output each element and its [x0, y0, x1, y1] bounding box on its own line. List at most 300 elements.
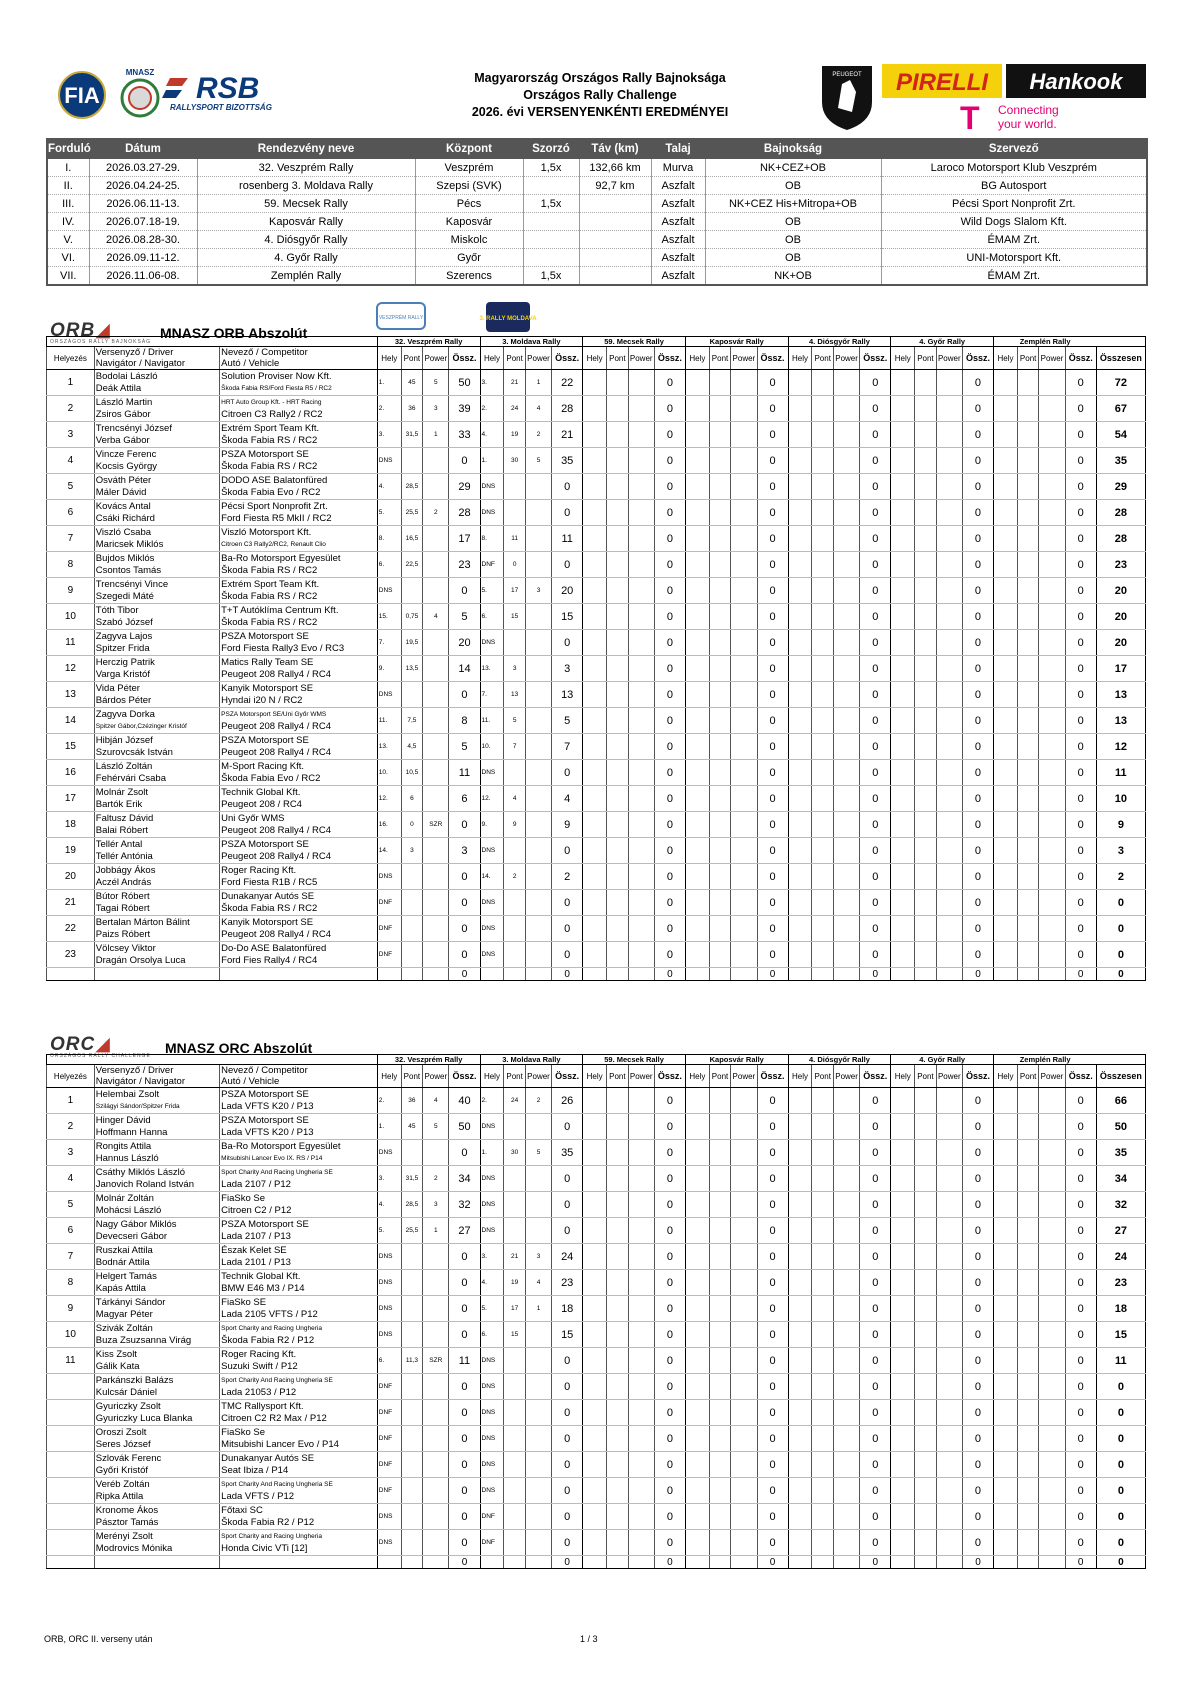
result-points — [915, 1140, 936, 1166]
total-points: 15 — [1096, 1322, 1145, 1348]
result-sum: 0 — [860, 578, 891, 604]
result-sum: 0 — [1065, 916, 1096, 942]
result-place — [891, 1244, 915, 1270]
result-power: 5 — [423, 370, 449, 396]
result-sum: 0 — [654, 1140, 685, 1166]
summary-cell — [504, 968, 525, 981]
vehicle-name: Lada VFTS / P12 — [221, 1490, 295, 1502]
result-power — [1039, 942, 1065, 968]
entry-cell — [220, 734, 378, 760]
result-power — [525, 1452, 551, 1478]
driver-name: Szivák Zoltán — [95, 1323, 153, 1334]
position — [47, 1374, 95, 1400]
result-power — [628, 474, 654, 500]
navigator-name: Dragán Orsolya Luca — [95, 954, 186, 966]
entrant-name: Kanyik Motorsport SE — [221, 917, 314, 928]
result-power — [833, 1426, 859, 1452]
summary-cell: 0 — [962, 1556, 993, 1569]
result-points: 0 — [401, 812, 422, 838]
result-sum: 0 — [962, 1478, 993, 1504]
vehicle-name: Peugeot 208 Rally4 / RC4 — [221, 850, 331, 862]
result-place: DNF — [480, 1504, 504, 1530]
result-place — [685, 1244, 709, 1270]
vehicle-name: Lada 2105 VFTS / P12 — [221, 1308, 318, 1320]
result-power — [731, 1114, 757, 1140]
schedule-cell: Pécs — [415, 195, 523, 213]
orc-results-table — [46, 1054, 1146, 1569]
summary-total: 0 — [1096, 968, 1145, 981]
summary-cell — [628, 1556, 654, 1569]
position — [47, 1478, 95, 1504]
driver-name: Nagy Gábor Miklós — [95, 1219, 177, 1230]
position: 7 — [47, 1244, 95, 1270]
result-sum: 0 — [654, 812, 685, 838]
result-sum: 0 — [1065, 734, 1096, 760]
result-points — [504, 630, 525, 656]
result-sum: 0 — [1065, 1452, 1096, 1478]
result-place — [788, 526, 812, 552]
result-sum: 9 — [552, 812, 583, 838]
result-points — [1017, 916, 1038, 942]
entry-cell — [220, 474, 378, 500]
result-power — [936, 1192, 962, 1218]
col-power: Power — [936, 1065, 962, 1088]
result-place — [891, 1400, 915, 1426]
result-sum: 0 — [757, 1166, 788, 1192]
result-sum: 0 — [449, 1452, 480, 1478]
result-place — [685, 682, 709, 708]
result-place — [891, 604, 915, 630]
result-sum: 0 — [860, 734, 891, 760]
round-header: 32. Veszprém Rally — [377, 1055, 480, 1065]
result-place — [891, 474, 915, 500]
summary-cell — [788, 1556, 812, 1569]
result-power — [936, 1426, 962, 1452]
result-points — [709, 1140, 730, 1166]
result-sum: 0 — [654, 760, 685, 786]
vehicle-name: Škoda Fabia RS / RC2 — [221, 590, 318, 602]
schedule-cell: I. — [47, 159, 89, 177]
crew-cell — [94, 526, 219, 552]
result-sum: 0 — [1065, 1530, 1096, 1556]
entry-cell — [220, 500, 378, 526]
col-pont: Pont — [1017, 347, 1038, 370]
navigator-name: Zsiros Gábor — [95, 408, 151, 420]
result-power — [731, 1166, 757, 1192]
vehicle-name: Škoda Fabia RS / RC2 — [221, 616, 318, 628]
result-place — [891, 864, 915, 890]
result-points — [1017, 1270, 1038, 1296]
result-sum: 0 — [449, 942, 480, 968]
col-power: Power — [731, 1065, 757, 1088]
entrant-name: Uni Győr WMS — [221, 813, 285, 824]
result-points — [401, 1374, 422, 1400]
result-points — [915, 656, 936, 682]
position: 10 — [47, 1322, 95, 1348]
schedule-cell: Aszfalt — [651, 267, 705, 286]
round-header: 4. Győr Rally — [891, 1055, 994, 1065]
result-place — [788, 864, 812, 890]
result-sum: 0 — [654, 1426, 685, 1452]
result-row — [47, 942, 1146, 968]
result-points — [812, 890, 833, 916]
result-sum: 0 — [860, 864, 891, 890]
result-place — [994, 812, 1018, 838]
result-points — [607, 942, 628, 968]
result-power — [936, 1322, 962, 1348]
result-power — [628, 942, 654, 968]
result-points — [709, 812, 730, 838]
result-points: 15 — [504, 1322, 525, 1348]
result-points — [1017, 1140, 1038, 1166]
schedule-cell: 32. Veszprém Rally — [197, 159, 415, 177]
result-sum: 0 — [757, 474, 788, 500]
summary-cell — [833, 1556, 859, 1569]
schedule-cell — [523, 177, 579, 195]
result-sum: 0 — [654, 734, 685, 760]
schedule-row — [47, 267, 1147, 286]
schedule-cell: III. — [47, 195, 89, 213]
result-place — [994, 942, 1018, 968]
summary-cell — [480, 1556, 504, 1569]
result-place — [685, 1348, 709, 1374]
svg-text:FIA: FIA — [64, 83, 100, 108]
result-points — [709, 370, 730, 396]
result-sum: 26 — [552, 1088, 583, 1114]
result-sum: 0 — [1065, 1270, 1096, 1296]
crew-cell — [94, 786, 219, 812]
result-place — [994, 500, 1018, 526]
result-points — [812, 396, 833, 422]
driver-name: Molnár Zoltán — [95, 1193, 154, 1204]
result-sum: 0 — [1065, 1400, 1096, 1426]
summary-cell — [525, 1556, 551, 1569]
svg-text:3. RALLY MOLDAVA: 3. RALLY MOLDAVA — [479, 316, 537, 322]
result-sum: 0 — [1065, 1296, 1096, 1322]
result-points — [915, 734, 936, 760]
result-sum: 0 — [654, 1270, 685, 1296]
result-power — [628, 890, 654, 916]
result-row — [47, 604, 1146, 630]
total-points: 0 — [1096, 916, 1145, 942]
result-power — [525, 1530, 551, 1556]
result-power — [731, 734, 757, 760]
result-place — [891, 1322, 915, 1348]
entry-cell — [220, 786, 378, 812]
driver-name: Vincze Ferenc — [95, 449, 157, 460]
result-place: DNF — [377, 1400, 401, 1426]
result-power — [423, 1296, 449, 1322]
position: 1 — [47, 370, 95, 396]
position: 5 — [47, 1192, 95, 1218]
col-hely: Hely — [788, 347, 812, 370]
entrant-name: Matics Rally Team SE — [221, 657, 314, 668]
result-sum: 0 — [1065, 656, 1096, 682]
crew-cell — [94, 1140, 219, 1166]
summary-cell: 0 — [962, 968, 993, 981]
result-points — [812, 1348, 833, 1374]
orc-logo-sub: ORSZÁGOS RALLY CHALLENGE — [50, 1053, 151, 1059]
entrant-name: Sport Charity And Racing Ungheria SE — [221, 1169, 333, 1176]
result-place: DNF — [377, 1452, 401, 1478]
result-power — [1039, 864, 1065, 890]
result-points — [504, 1374, 525, 1400]
svg-text:T: T — [960, 100, 980, 136]
entrant-name: PSZA Motorsport SE — [221, 839, 309, 850]
result-sum: 32 — [449, 1192, 480, 1218]
vehicle-name: Ford Fiesta Rally3 Evo / RC3 — [221, 642, 345, 654]
result-sum: 0 — [654, 1322, 685, 1348]
result-power — [628, 656, 654, 682]
result-sum: 0 — [757, 864, 788, 890]
crew-cell — [94, 708, 219, 734]
result-points — [607, 1400, 628, 1426]
crew-cell — [94, 604, 219, 630]
result-points — [915, 1400, 936, 1426]
result-sum: 0 — [1065, 552, 1096, 578]
result-points — [1017, 1374, 1038, 1400]
summary-blank — [47, 1556, 95, 1569]
col-pont: Pont — [812, 1065, 833, 1088]
result-power — [936, 500, 962, 526]
result-points — [812, 1192, 833, 1218]
result-place: 5. — [377, 1218, 401, 1244]
driver-name: Zagyva Dorka — [95, 709, 155, 720]
col-hely: Hely — [480, 1065, 504, 1088]
result-sum: 0 — [757, 1504, 788, 1530]
col-vehicle: Autó / Vehicle — [221, 358, 280, 369]
result-points: 19,5 — [401, 630, 422, 656]
result-sum: 4 — [552, 786, 583, 812]
result-power: 4 — [423, 1088, 449, 1114]
position: 3 — [47, 1140, 95, 1166]
result-place: 13. — [377, 734, 401, 760]
result-row — [47, 578, 1146, 604]
col-ossz: Össz. — [449, 1065, 480, 1088]
result-points — [812, 1530, 833, 1556]
result-power — [936, 760, 962, 786]
driver-name: Helgert Tamás — [95, 1271, 157, 1282]
result-place: DNS — [480, 1478, 504, 1504]
result-power — [833, 760, 859, 786]
total-points: 28 — [1096, 500, 1145, 526]
result-sum: 0 — [449, 1296, 480, 1322]
result-power — [525, 1192, 551, 1218]
entry-cell — [220, 396, 378, 422]
result-sum: 0 — [1065, 422, 1096, 448]
crew-cell — [94, 812, 219, 838]
result-sum: 0 — [1065, 1426, 1096, 1452]
result-power — [936, 1244, 962, 1270]
driver-name: Bodolai László — [95, 371, 158, 382]
result-place — [583, 1114, 607, 1140]
result-sum: 0 — [757, 682, 788, 708]
position: 4 — [47, 448, 95, 474]
vehicle-name: Lada VFTS K20 / P13 — [221, 1100, 314, 1112]
schedule-cell: 1,5x — [523, 195, 579, 213]
schedule-cell: Szepsi (SVK) — [415, 177, 523, 195]
result-sum: 0 — [962, 1504, 993, 1530]
result-power — [1039, 422, 1065, 448]
result-points — [812, 1374, 833, 1400]
result-points — [607, 1114, 628, 1140]
result-place — [891, 1478, 915, 1504]
result-power — [936, 1348, 962, 1374]
result-row — [47, 552, 1146, 578]
result-place — [994, 1244, 1018, 1270]
navigator-name: Mohácsi László — [95, 1204, 162, 1216]
result-sum: 0 — [860, 1400, 891, 1426]
schedule-cell: UNI-Motorsport Kft. — [881, 249, 1147, 267]
schedule-cell: Szerencs — [415, 267, 523, 286]
result-sum: 50 — [449, 370, 480, 396]
result-power — [525, 1374, 551, 1400]
driver-name: Hibján József — [95, 735, 153, 746]
result-power — [936, 1478, 962, 1504]
peugeot-logo — [818, 62, 876, 132]
result-place — [994, 1192, 1018, 1218]
result-power — [423, 1452, 449, 1478]
summary-cell: 0 — [1065, 1556, 1096, 1569]
result-power — [1039, 448, 1065, 474]
result-power — [628, 1088, 654, 1114]
result-place: DNS — [480, 760, 504, 786]
result-place — [994, 760, 1018, 786]
result-sum: 0 — [757, 786, 788, 812]
result-sum: 0 — [552, 474, 583, 500]
result-sum: 0 — [654, 1218, 685, 1244]
result-power — [628, 448, 654, 474]
driver-name: Rongits Attila — [95, 1141, 152, 1152]
crew-cell — [94, 448, 219, 474]
result-place — [891, 1114, 915, 1140]
result-sum: 0 — [449, 1270, 480, 1296]
result-points — [1017, 890, 1038, 916]
crew-cell — [94, 1166, 219, 1192]
result-place: DNS — [480, 1452, 504, 1478]
navigator-name: Buza Zsuzsanna Virág — [95, 1334, 192, 1346]
result-power — [628, 604, 654, 630]
result-points — [504, 1530, 525, 1556]
result-points — [1017, 1296, 1038, 1322]
result-points: 11 — [504, 526, 525, 552]
entrant-name: Sport Charity And Racing Ungheria SE — [221, 1377, 333, 1384]
result-sum: 0 — [962, 526, 993, 552]
schedule-col-header: Szorzó — [523, 139, 579, 159]
result-power — [833, 1452, 859, 1478]
result-sum: 0 — [654, 682, 685, 708]
result-power — [1039, 1270, 1065, 1296]
result-place — [583, 1348, 607, 1374]
round-header: Zemplén Rally — [994, 337, 1097, 347]
navigator-name: Hannus László — [95, 1152, 159, 1164]
total-points: 18 — [1096, 1296, 1145, 1322]
result-points — [1017, 396, 1038, 422]
result-points — [401, 1322, 422, 1348]
driver-name: Szlovák Ferenc — [95, 1453, 162, 1464]
crew-cell — [94, 656, 219, 682]
result-sum: 0 — [860, 552, 891, 578]
col-pont: Pont — [504, 347, 525, 370]
result-points — [915, 526, 936, 552]
result-points — [1017, 1218, 1038, 1244]
result-place: DNS — [377, 682, 401, 708]
result-points — [504, 1400, 525, 1426]
result-points — [915, 890, 936, 916]
summary-blank — [94, 1556, 219, 1569]
col-hely: Hely — [583, 1065, 607, 1088]
result-power — [833, 1166, 859, 1192]
result-sum: 0 — [654, 838, 685, 864]
result-sum: 15 — [552, 1322, 583, 1348]
result-power — [628, 1114, 654, 1140]
result-sum: 0 — [1065, 370, 1096, 396]
schedule-cell: 2026.08.28-30. — [89, 231, 197, 249]
result-power: 5 — [423, 1114, 449, 1140]
result-sum: 0 — [860, 630, 891, 656]
entry-cell — [220, 916, 378, 942]
summary-cell — [709, 968, 730, 981]
result-sum: 0 — [962, 916, 993, 942]
result-points — [812, 1452, 833, 1478]
result-sum: 0 — [552, 1478, 583, 1504]
result-sum: 0 — [654, 1166, 685, 1192]
navigator-name: Szilágyi Sándor/Spitzer Frida — [95, 1102, 180, 1110]
vehicle-name: Ford Fiesta R1B / RC5 — [221, 876, 318, 888]
result-power — [1039, 474, 1065, 500]
result-sum: 0 — [1065, 1504, 1096, 1530]
result-sum: 18 — [552, 1296, 583, 1322]
schedule-col-header: Talaj — [651, 139, 705, 159]
entrant-name: PSZA Motorsport SE — [221, 449, 309, 460]
col-power: Power — [628, 1065, 654, 1088]
result-place — [891, 1426, 915, 1452]
result-power — [628, 578, 654, 604]
entry-cell — [220, 890, 378, 916]
result-power — [423, 864, 449, 890]
result-sum: 0 — [962, 448, 993, 474]
result-place — [788, 890, 812, 916]
result-points — [709, 526, 730, 552]
result-sum: 0 — [962, 396, 993, 422]
entry-cell — [220, 1166, 378, 1192]
entrant-name: Roger Racing Kft. — [221, 865, 297, 876]
result-place — [891, 1192, 915, 1218]
result-power — [525, 812, 551, 838]
crew-cell — [94, 1322, 219, 1348]
result-sum: 0 — [654, 448, 685, 474]
total-points: 23 — [1096, 552, 1145, 578]
svg-text:RALLYSPORT BIZOTTSÁG: RALLYSPORT BIZOTTSÁG — [170, 103, 272, 112]
result-points: 31,5 — [401, 1166, 422, 1192]
result-power — [1039, 1400, 1065, 1426]
vehicle-name: Škoda Fabia Evo / RC2 — [221, 772, 321, 784]
vehicle-name: Suzuki Swift / P12 — [221, 1360, 298, 1372]
result-sum: 0 — [860, 890, 891, 916]
result-points — [504, 760, 525, 786]
result-place — [583, 1452, 607, 1478]
col-pont: Pont — [607, 347, 628, 370]
result-points — [812, 1478, 833, 1504]
result-sum: 0 — [962, 1218, 993, 1244]
result-sum: 0 — [962, 1400, 993, 1426]
col-ossz: Össz. — [860, 347, 891, 370]
col-hely: Hely — [891, 1065, 915, 1088]
result-points — [1017, 370, 1038, 396]
result-place — [994, 708, 1018, 734]
summary-row — [47, 968, 1146, 981]
result-points — [812, 448, 833, 474]
